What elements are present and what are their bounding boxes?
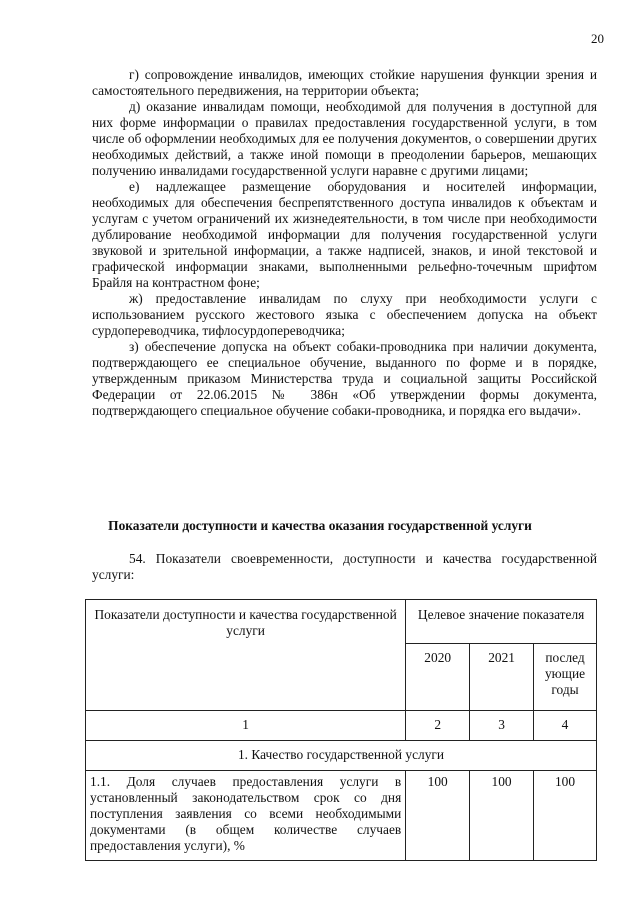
value-2021-cell: 100 xyxy=(470,771,534,861)
year-2021-cell: 2021 xyxy=(470,644,534,711)
paragraph-e: е) надлежащее размещение оборудования и носителей информации, необходимых для обеспечения беспрепятственного доступа инвалидов к объектам и услугам с учетом ограничений их жизнедеятельности, в том числе при необходимости дублирование необходимой информации для получения государственной услуги звуковой и зрительной информации, а также надписей, знаков, и иной текстовой и графической информации знаками, выполненными рельефно-точечным шрифтом Брайля на контрастном фоне; xyxy=(92,179,597,290)
year-2020-cell: 2020 xyxy=(406,644,470,711)
table-section-row xyxy=(86,741,597,771)
section-heading: Показатели доступности и качества оказания государственной услуги xyxy=(108,518,532,533)
value-next-cell: 100 xyxy=(534,771,597,861)
column-number-cell: 4 xyxy=(534,711,597,741)
paragraph-d: д) оказание инвалидам помощи, необходимой для получения в доступной для них форме информации о правилах предоставления государственной услуги, в том числе об оформлении необходимых для ее получения документов, о совершении других необходимых действий, а также иной помощи в преодолении барьеров, мешающих получению инвалидами государственной услуги наравне с другими лицами; xyxy=(92,99,597,178)
column-number-cell: 2 xyxy=(406,711,470,741)
value-2020-cell: 100 xyxy=(406,771,470,861)
column-number-cell: 3 xyxy=(470,711,534,741)
paragraph-zh: ж) предоставление инвалидам по слуху при необходимости услуги с использованием русского жестового языка с обеспечением допуска на объект сурдопереводчика, тифлосурдопереводчика; xyxy=(92,291,597,338)
indicators-table xyxy=(85,599,597,861)
header-target-cell: Целевое значение показателя xyxy=(406,600,597,644)
section-1-cell: 1. Качество государственной услуги xyxy=(86,741,597,771)
table-column-numbers-row xyxy=(86,711,597,741)
indicator-label-cell: 1.1. Доля случаев предоставления услуги в установленный законодательством срок со дня поступления заявления со всеми необходимыми документами (в общем количестве случаев предоставления услуги), % xyxy=(86,771,406,861)
paragraph-g: г) сопровождение инвалидов, имеющих стойкие нарушения функции зрения и самостоятельного передвижения, на территории объекта; xyxy=(92,67,597,98)
body-text xyxy=(92,67,597,419)
header-indicators-cell: Показатели доступности и качества государственной услуги xyxy=(86,600,406,711)
paragraph-z: з) обеспечение допуска на объект собаки-проводника при наличии документа, подтверждающего ее специальное обучение, выданного по форме и в порядке, утвержденным приказом Министерства труда и социальной защиты Российской Федерации от 22.06.2015 № 386н «Об утверждении формы документа, подтверждающего специальное обучение собаки-проводника, и порядка его выдачи». xyxy=(92,339,597,418)
column-number-cell: 1 xyxy=(86,711,406,741)
page-number: 20 xyxy=(591,31,604,46)
table-header-row xyxy=(86,600,597,644)
table-row xyxy=(86,771,597,861)
year-next-cell: послед ующие годы xyxy=(534,644,597,711)
paragraph-54: 54. Показатели своевременности, доступности и качества государственной услуги: xyxy=(92,551,597,582)
